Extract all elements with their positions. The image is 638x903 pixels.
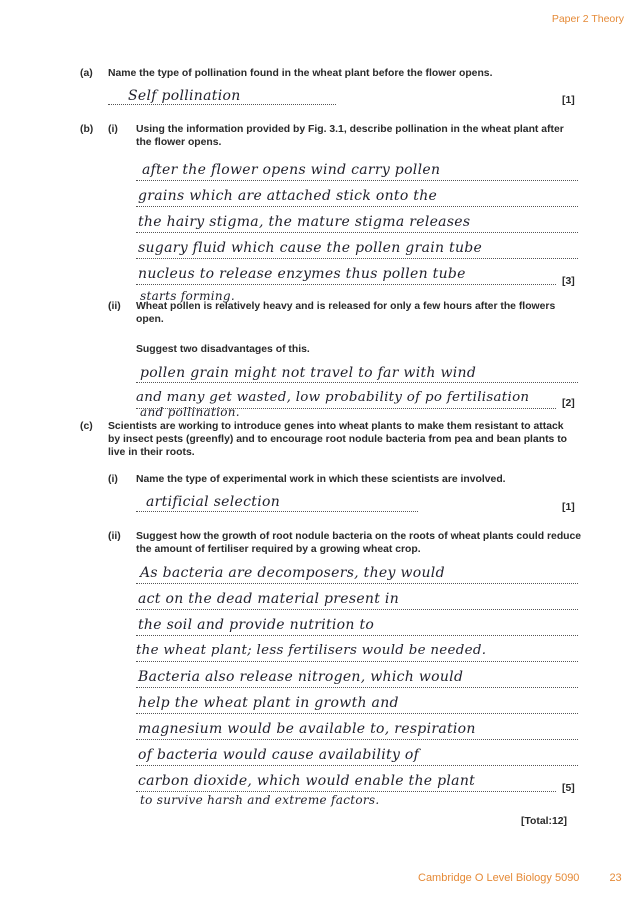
- question-b-ii-suggest: Suggest two disadvantages of this.: [136, 344, 310, 355]
- answer-line: [136, 609, 578, 610]
- question-b-i-text-line2: the flower opens.: [136, 137, 222, 148]
- header-paper-title: Paper 2 Theory: [551, 13, 624, 25]
- question-c-ii-text-line2: the amount of fertiliser required by a growing wheat crop.: [136, 544, 421, 555]
- answer-line: [136, 206, 578, 207]
- answer-b-i-line4: sugary fluid which cause the pollen grain tube: [138, 240, 483, 256]
- answer-c-ii-line4: the wheat plant; less fertilisers would be needed.: [136, 643, 487, 658]
- mark-c-i: [1]: [562, 502, 575, 513]
- question-b-ii-text-line2: open.: [136, 314, 164, 325]
- question-c-ii-text-line1: Suggest how the growth of root nodule bacteria on the roots of wheat plants could reduce: [136, 531, 582, 542]
- answer-c-ii-line5: Bacteria also release nitrogen, which would: [138, 669, 464, 685]
- answer-line: [136, 713, 578, 714]
- answer-line: [136, 687, 578, 688]
- answer-line: [136, 382, 578, 383]
- answer-line: [136, 511, 418, 512]
- answer-c-ii-line3: the soil and provide nutrition to: [138, 617, 375, 633]
- question-a-text: Name the type of pollination found in the wheat plant before the flower opens.: [108, 68, 493, 79]
- question-c-intro-line2: by insect pests (greenfly) and to encourage root nodule bacteria from pea and bean plants to: [108, 434, 567, 445]
- answer-c-ii-line10: to survive harsh and extreme factors.: [140, 793, 380, 807]
- answer-line: [136, 791, 556, 792]
- answer-b-i-line6: starts forming.: [140, 289, 236, 303]
- question-b-ii-text-line1: Wheat pollen is relatively heavy and is released for only a few hours after the flowers: [136, 301, 556, 312]
- answer-c-ii-line7: magnesium would be available to, respiration: [138, 721, 476, 737]
- answer-c-ii-line9: carbon dioxide, which would enable the plant: [138, 773, 476, 789]
- footer: [418, 872, 622, 884]
- question-a-label: (a): [80, 68, 93, 79]
- mark-b-i: [3]: [562, 276, 575, 287]
- answer-b-i-line3: the hairy stigma, the mature stigma releases: [138, 214, 471, 230]
- answer-c-ii-line8: of bacteria would cause availability of: [138, 747, 420, 763]
- question-b-i-label: (i): [108, 124, 118, 135]
- question-c-i-label: (i): [108, 474, 118, 485]
- answer-line: [136, 258, 578, 259]
- mark-b-ii: [2]: [562, 398, 575, 409]
- answer-line: [136, 284, 556, 285]
- footer-title: Cambridge O Level Biology 5090: [418, 872, 580, 884]
- answer-line: [136, 232, 578, 233]
- question-c-i-text: Name the type of experimental work in which these scientists are involved.: [136, 474, 506, 485]
- answer-b-ii-line3: and pollination.: [140, 405, 240, 419]
- answer-line: [136, 765, 578, 766]
- answer-c-i-handwriting: artificial selection: [146, 494, 281, 510]
- page-number: 23: [609, 872, 622, 884]
- answer-line: [136, 661, 578, 662]
- answer-b-i-line1: after the flower opens wind carry pollen: [142, 162, 441, 178]
- answer-b-i-line5: nucleus to release enzymes thus pollen tube: [138, 266, 466, 282]
- answer-line: [108, 104, 336, 105]
- question-c-label: (c): [80, 421, 93, 432]
- answer-line: [136, 739, 578, 740]
- answer-b-ii-line2: and many get wasted, low probability of po fertilisation: [136, 390, 530, 405]
- question-c-intro-line1: Scientists are working to introduce genes into wheat plants to make them resistant to attack: [108, 421, 564, 432]
- answer-line: [136, 180, 578, 181]
- answer-c-ii-line2: act on the dead material present in: [138, 591, 400, 607]
- answer-a-handwriting: Self pollination: [128, 88, 241, 104]
- answer-b-i-line2: grains which are attached stick onto the: [138, 188, 438, 204]
- answer-b-ii-line1: pollen grain might not travel to far with wind: [140, 365, 477, 381]
- question-b-ii-label: (ii): [108, 301, 121, 312]
- answer-c-ii-line1: As bacteria are decomposers, they would: [140, 565, 445, 581]
- question-b-label: (b): [80, 124, 94, 135]
- question-b-i-text-line1: Using the information provided by Fig. 3.1, describe pollination in the wheat plant after: [136, 124, 564, 135]
- question-c-ii-label: (ii): [108, 531, 121, 542]
- question-c-intro-line3: live in their roots.: [108, 447, 195, 458]
- mark-a: [1]: [562, 95, 575, 106]
- answer-c-ii-line6: help the wheat plant in growth and: [138, 695, 399, 711]
- answer-line: [136, 583, 578, 584]
- total-marks: [Total:12]: [521, 816, 567, 827]
- answer-line: [136, 635, 578, 636]
- mark-c-ii: [5]: [562, 783, 575, 794]
